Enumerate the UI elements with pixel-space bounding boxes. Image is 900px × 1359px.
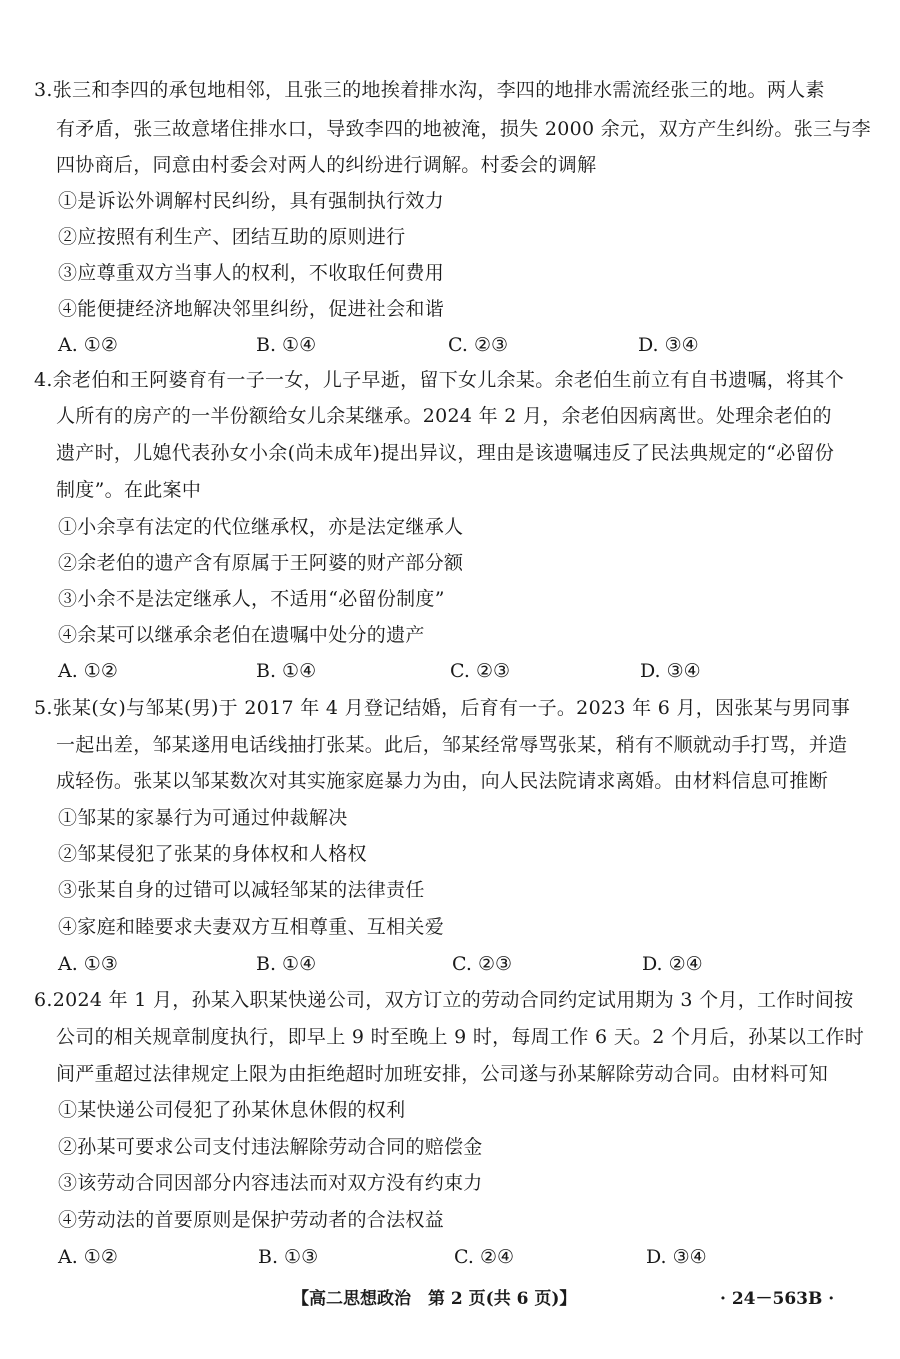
question-stem-line: 间严重超过法律规定上限为由拒绝超时加班安排，公司遂与孙某解除劳动合同。由材料可知 [56, 1063, 829, 1085]
answer-choice-c: C. ②③ [452, 953, 513, 975]
question-stem-line: 一起出差，邹某遂用电话线抽打张某。此后，邹某经常辱骂张某，稍有不顺就动手打骂，并造 [56, 734, 848, 756]
answer-choice-d: D. ③④ [640, 660, 701, 682]
page-footer-title: 【高二思想政治 第 2 页(共 6 页)】 [292, 1289, 577, 1309]
statement-option: ②邹某侵犯了张某的身体权和人格权 [58, 843, 367, 865]
statement-option: ①是诉讼外调解村民纠纷，具有强制执行效力 [58, 190, 445, 212]
statement-option: ④余某可以继承余老伯在遗嘱中处分的遗产 [58, 624, 425, 646]
answer-choice-a: A. ①② [58, 334, 118, 356]
question-stem-line: 5.张某(女)与邹某(男)于 2017 年 4 月登记结婚，后育有一子。2023 年 6 月，因张某与男同事 [34, 697, 851, 719]
question-stem-line: 3.张三和李四的承包地相邻，且张三的地挨着排水沟，李四的地排水需流经张三的地。两人素 [34, 79, 825, 101]
question-stem-line: 成轻伤。张某以邹某数次对其实施家庭暴力为由，向人民法院请求离婚。由材料信息可推断 [56, 770, 829, 792]
statement-option: ④家庭和睦要求夫妻双方互相尊重、互相关爱 [58, 916, 445, 938]
question-stem-line: 4.余老伯和王阿婆育有一子一女，儿子早逝，留下女儿余某。余老伯生前立有自书遗嘱，将其个 [34, 369, 845, 391]
statement-option: ③应尊重双方当事人的权利，不收取任何费用 [58, 262, 445, 284]
question-stem-line: 四协商后，同意由村委会对两人的纠纷进行调解。村委会的调解 [56, 154, 597, 176]
answer-choice-a: A. ①② [58, 1246, 118, 1268]
question-stem-line: 人所有的房产的一半份额给女儿余某继承。2024 年 2 月，余老伯因病离世。处理余老伯的 [56, 405, 832, 427]
question-stem-line: 6.2024 年 1 月，孙某入职某快递公司，双方订立的劳动合同约定试用期为 3 个月，工作时间按 [34, 989, 854, 1011]
question-stem-line: 遗产时，儿媳代表孙女小余(尚未成年)提出异议，理由是该遗嘱违反了民法典规定的“必留份 [56, 442, 835, 464]
question-stem-line: 有矛盾，张三故意堵住排水口，导致李四的地被淹，损失 2000 余元，双方产生纠纷。张三与李 [56, 118, 871, 140]
answer-choice-b: B. ①④ [256, 334, 317, 356]
answer-choice-d: D. ③④ [646, 1246, 707, 1268]
page-footer-code: · 24－563B · [720, 1289, 835, 1309]
answer-choice-b: B. ①④ [256, 953, 317, 975]
answer-choice-a: A. ①③ [58, 953, 118, 975]
statement-option: ④能便捷经济地解决邻里纠纷，促进社会和谐 [58, 298, 445, 320]
answer-choice-a: A. ①② [58, 660, 118, 682]
answer-choice-d: D. ②④ [642, 953, 703, 975]
statement-option: ③张某自身的过错可以减轻邹某的法律责任 [58, 879, 425, 901]
statement-option: ②应按照有利生产、团结互助的原则进行 [58, 226, 406, 248]
answer-choice-d: D. ③④ [638, 334, 699, 356]
answer-choice-b: B. ①③ [258, 1246, 319, 1268]
answer-choice-c: C. ②③ [448, 334, 509, 356]
answer-choice-c: C. ②③ [450, 660, 511, 682]
answer-choice-b: B. ①④ [256, 660, 317, 682]
statement-option: ④劳动法的首要原则是保护劳动者的合法权益 [58, 1209, 445, 1231]
question-stem-line: 公司的相关规章制度执行，即早上 9 时至晚上 9 时，每周工作 6 天。2 个月后，孙某以工作时 [56, 1026, 865, 1048]
statement-option: ①小余享有法定的代位继承权，亦是法定继承人 [58, 516, 464, 538]
statement-option: ①某快递公司侵犯了孙某休息休假的权利 [58, 1099, 406, 1121]
statement-option: ③该劳动合同因部分内容违法而对双方没有约束力 [58, 1172, 483, 1194]
answer-choice-c: C. ②④ [454, 1246, 515, 1268]
statement-option: ①邹某的家暴行为可通过仲裁解决 [58, 807, 348, 829]
statement-option: ③小余不是法定继承人，不适用“必留份制度” [58, 588, 445, 610]
question-stem-line: 制度”。在此案中 [56, 479, 202, 501]
statement-option: ②孙某可要求公司支付违法解除劳动合同的赔偿金 [58, 1136, 483, 1158]
statement-option: ②余老伯的遗产含有原属于王阿婆的财产部分额 [58, 552, 464, 574]
